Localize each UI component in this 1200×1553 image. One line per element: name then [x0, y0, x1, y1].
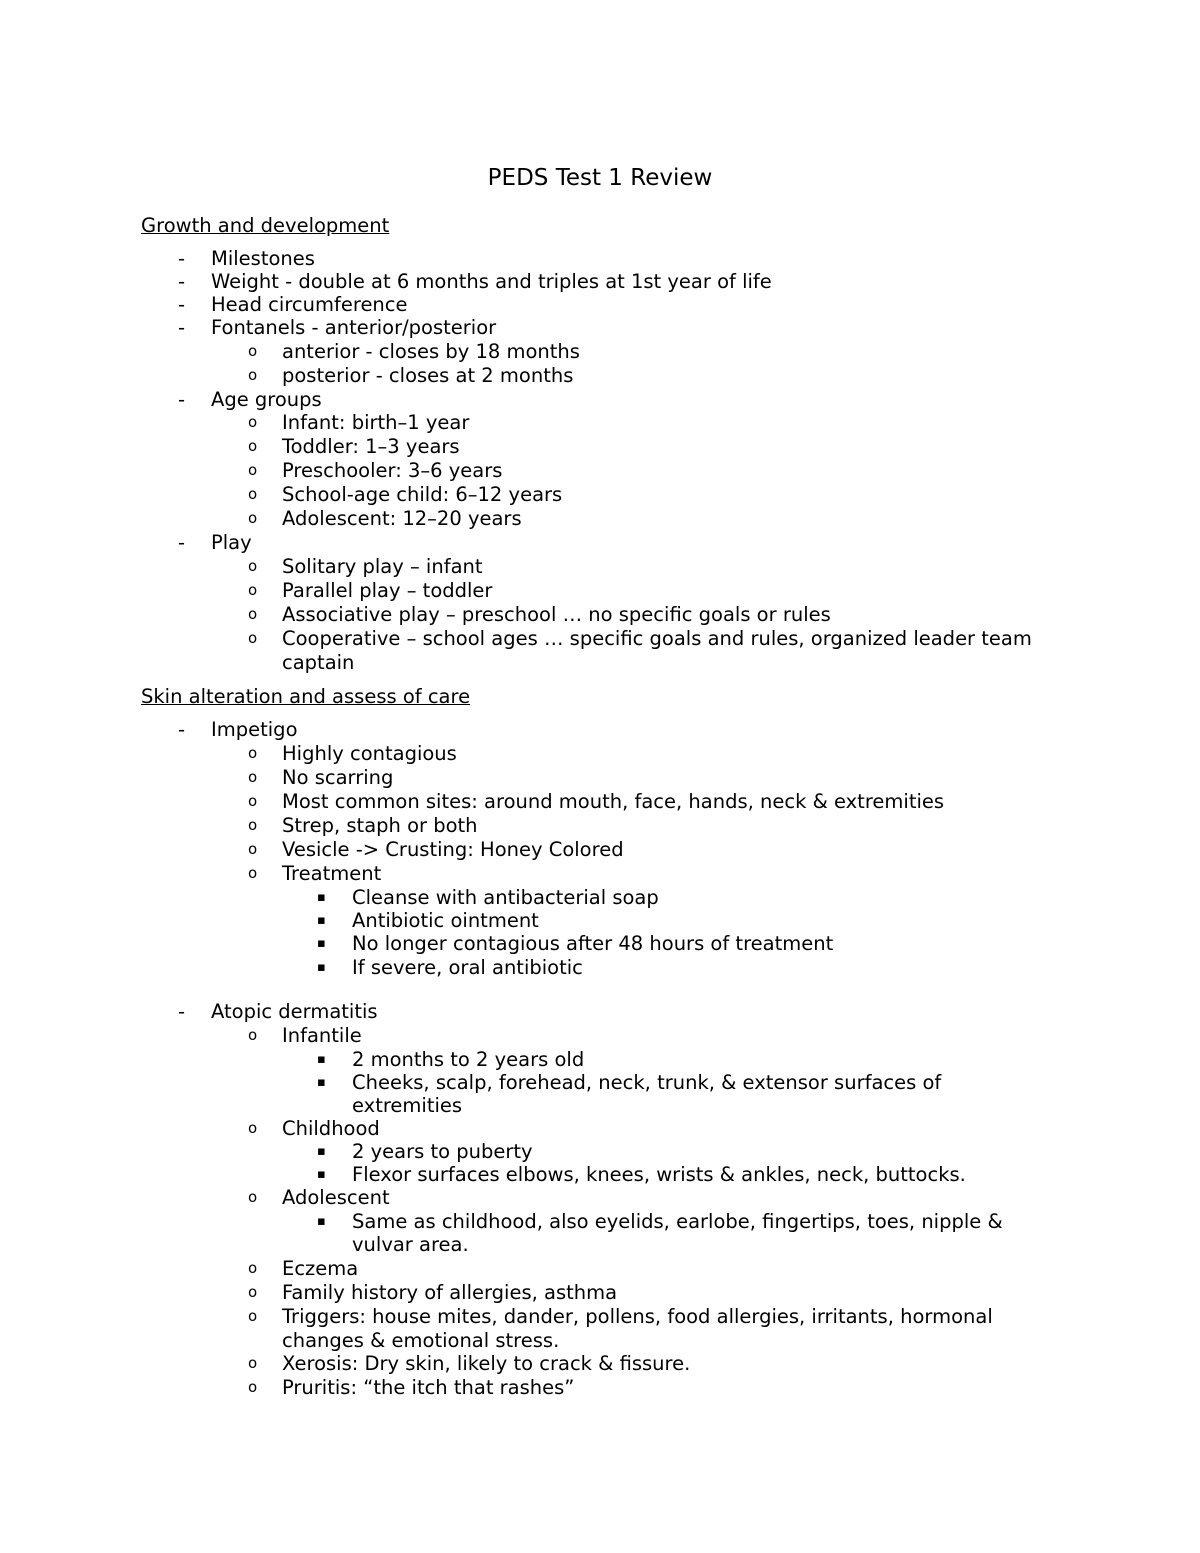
- list-item-level-1: Impetigo: [211, 718, 298, 741]
- list-item-level-2: Associative play – preschool … no specific goals or rules: [282, 603, 831, 626]
- circle-bullet-icon: o: [248, 816, 258, 834]
- list-item-level-1: Head circumference: [211, 293, 408, 316]
- dash-bullet-icon: -: [178, 718, 186, 741]
- dash-bullet-icon: -: [178, 531, 186, 554]
- circle-bullet-icon: o: [248, 557, 258, 575]
- list-item-level-2: School-age child: 6–12 years: [282, 483, 563, 506]
- list-item-level-2: Adolescent: [282, 1186, 390, 1209]
- list-item-level-2: Solitary play – infant: [282, 555, 483, 578]
- square-bullet-icon: ▪: [317, 936, 326, 951]
- circle-bullet-icon: o: [248, 840, 258, 858]
- list-item-level-2: Cooperative – school ages … specific goals and rules, organized leader team: [282, 627, 1032, 650]
- list-item-level-2: No scarring: [282, 766, 394, 789]
- circle-bullet-icon: o: [248, 1378, 258, 1396]
- circle-bullet-icon: o: [248, 1283, 258, 1301]
- circle-bullet-icon: o: [248, 629, 258, 647]
- list-item-level-3: 2 months to 2 years old: [352, 1048, 585, 1071]
- square-bullet-icon: ▪: [317, 1214, 326, 1229]
- list-item-level-2: Childhood: [282, 1117, 380, 1140]
- square-bullet-icon: ▪: [317, 960, 326, 975]
- list-item-level-2: Vesicle -> Crusting: Honey Colored: [282, 838, 624, 861]
- list-item-level-2: Triggers: house mites, dander, pollens, food allergies, irritants, hormonal: [282, 1305, 993, 1328]
- list-item-level-2: posterior - closes at 2 months: [282, 364, 574, 387]
- list-item-level-2: Parallel play – toddler: [282, 579, 493, 602]
- list-item-level-3: Cleanse with antibacterial soap: [352, 886, 659, 909]
- list-item-level-1: Atopic dermatitis: [211, 1000, 378, 1023]
- dash-bullet-icon: -: [178, 388, 186, 411]
- square-bullet-icon: ▪: [317, 913, 326, 928]
- circle-bullet-icon: o: [248, 485, 258, 503]
- list-item-level-2: Treatment: [282, 862, 382, 885]
- circle-bullet-icon: o: [248, 413, 258, 431]
- square-bullet-icon: ▪: [317, 890, 326, 905]
- circle-bullet-icon: o: [248, 1026, 258, 1044]
- list-item-level-3: Flexor surfaces elbows, knees, wrists & ankles, neck, buttocks.: [352, 1163, 966, 1186]
- circle-bullet-icon: o: [248, 1354, 258, 1372]
- list-item-level-2: Toddler: 1–3 years: [282, 435, 460, 458]
- list-item-level-1: Fontanels - anterior/posterior: [211, 316, 497, 339]
- square-bullet-icon: ▪: [317, 1075, 326, 1090]
- list-item-continuation: extremities: [352, 1094, 463, 1117]
- circle-bullet-icon: o: [248, 744, 258, 762]
- dash-bullet-icon: -: [178, 270, 186, 293]
- circle-bullet-icon: o: [248, 1307, 258, 1325]
- list-item-level-2: Strep, staph or both: [282, 814, 478, 837]
- list-item-level-2: Infantile: [282, 1024, 362, 1047]
- circle-bullet-icon: o: [248, 509, 258, 527]
- circle-bullet-icon: o: [248, 792, 258, 810]
- circle-bullet-icon: o: [248, 1188, 258, 1206]
- list-item-level-2: Infant: birth–1 year: [282, 411, 470, 434]
- list-item-level-2: Adolescent: 12–20 years: [282, 507, 522, 530]
- circle-bullet-icon: o: [248, 1259, 258, 1277]
- dash-bullet-icon: -: [178, 247, 186, 270]
- list-item-level-1: Weight - double at 6 months and triples at 1st year of life: [211, 270, 772, 293]
- list-item-level-3: 2 years to puberty: [352, 1140, 533, 1163]
- square-bullet-icon: ▪: [317, 1167, 326, 1182]
- circle-bullet-icon: o: [248, 1119, 258, 1137]
- section-heading: Skin alteration and assess of care: [141, 685, 471, 708]
- list-item-level-1: Play: [211, 531, 252, 554]
- list-item-continuation: vulvar area.: [352, 1233, 469, 1256]
- list-item-level-2: Pruritis: “the itch that rashes”: [282, 1376, 575, 1399]
- list-item-level-3: No longer contagious after 48 hours of treatment: [352, 932, 834, 955]
- list-item-level-2: Preschooler: 3–6 years: [282, 459, 503, 482]
- list-item-continuation: captain: [282, 651, 355, 674]
- page-title: PEDS Test 1 Review: [487, 165, 713, 191]
- circle-bullet-icon: o: [248, 581, 258, 599]
- circle-bullet-icon: o: [248, 768, 258, 786]
- list-item-level-2: Xerosis: Dry skin, likely to crack & fissure.: [282, 1352, 691, 1375]
- circle-bullet-icon: o: [248, 366, 258, 384]
- circle-bullet-icon: o: [248, 605, 258, 623]
- circle-bullet-icon: o: [248, 461, 258, 479]
- dash-bullet-icon: -: [178, 293, 186, 316]
- list-item-level-2: anterior - closes by 18 months: [282, 340, 580, 363]
- list-item-level-2: Family history of allergies, asthma: [282, 1281, 618, 1304]
- circle-bullet-icon: o: [248, 864, 258, 882]
- list-item-level-3: If severe, oral antibiotic: [352, 956, 583, 979]
- square-bullet-icon: ▪: [317, 1052, 326, 1067]
- dash-bullet-icon: -: [178, 1000, 186, 1023]
- section-heading: Growth and development: [141, 214, 390, 237]
- list-item-level-3: Same as childhood, also eyelids, earlobe, fingertips, toes, nipple &: [352, 1210, 1003, 1233]
- list-item-level-3: Antibiotic ointment: [352, 909, 539, 932]
- circle-bullet-icon: o: [248, 342, 258, 360]
- list-item-level-3: Cheeks, scalp, forehead, neck, trunk, & extensor surfaces of: [352, 1071, 942, 1094]
- list-item-continuation: changes & emotional stress.: [282, 1329, 560, 1352]
- list-item-level-2: Eczema: [282, 1257, 359, 1280]
- circle-bullet-icon: o: [248, 437, 258, 455]
- list-item-level-2: Highly contagious: [282, 742, 457, 765]
- dash-bullet-icon: -: [178, 316, 186, 339]
- list-item-level-1: Milestones: [211, 247, 315, 270]
- square-bullet-icon: ▪: [317, 1144, 326, 1159]
- list-item-level-2: Most common sites: around mouth, face, hands, neck & extremities: [282, 790, 945, 813]
- list-item-level-1: Age groups: [211, 388, 322, 411]
